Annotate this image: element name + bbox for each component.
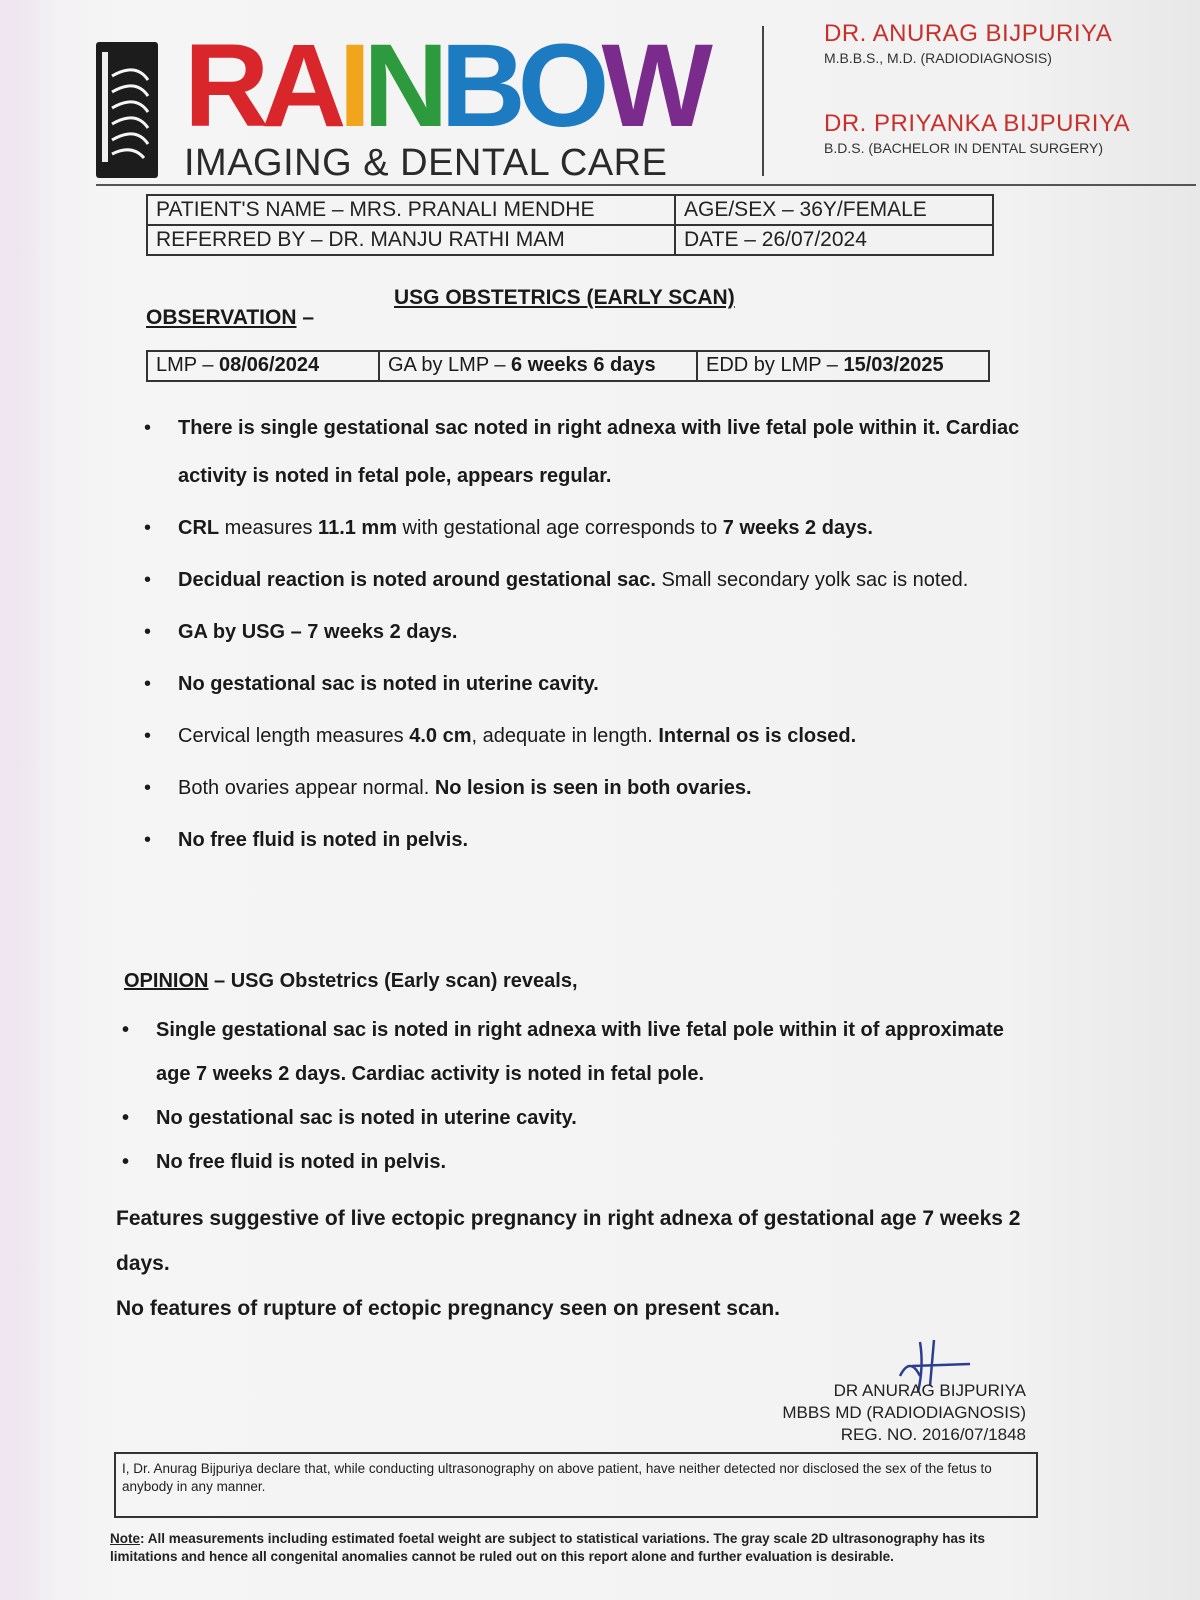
brand-tagline: IMAGING & DENTAL CARE xyxy=(184,142,668,184)
observation-text: No gestational sac is noted in uterine cavity. xyxy=(178,673,599,695)
ribcage-logo-icon xyxy=(96,42,158,178)
brand-wordmark xyxy=(184,20,705,152)
registration-number: REG. NO. 2016/07/1848 xyxy=(840,1425,1026,1444)
observation-text: Internal os is closed. xyxy=(658,725,857,747)
ga-lmp-cell xyxy=(380,352,698,380)
doctor1-qualification: M.B.B.S., M.D. (RADIODIAGNOSIS) xyxy=(824,50,1052,66)
observation-text: CRL xyxy=(178,517,220,539)
observation-text: 4.0 cm xyxy=(409,725,472,747)
observation-list xyxy=(142,404,1022,868)
conclusion-line: No features of rupture of ectopic pregnancy seen on present scan. xyxy=(116,1297,780,1320)
list-item: • Single gestational sac is noted in right adnexa with live fetal pole within it of approximate age 7 weeks 2 days. Cardiac activity is noted in fetal pole. xyxy=(120,1008,1020,1096)
opinion-intro: – USG Obstetrics (Early scan) reveals, xyxy=(208,970,578,992)
observation-label: OBSERVATION xyxy=(146,306,297,329)
conclusion xyxy=(116,1196,1026,1331)
lmp-cell xyxy=(148,352,380,380)
dates-table xyxy=(146,350,990,382)
conclusion-line: Features suggestive of live ectopic pregnancy in right adnexa of gestational age 7 weeks 2 days. xyxy=(116,1207,1021,1275)
list-item: • No gestational sac is noted in uterine cavity. xyxy=(120,1096,1020,1140)
list-item xyxy=(142,404,1022,500)
page-edge-shadow xyxy=(0,0,60,1600)
note-label: Note xyxy=(110,1531,140,1546)
observation-text: GA by USG – 7 weeks 2 days. xyxy=(178,621,458,643)
list-item xyxy=(142,556,1022,604)
ga-lmp-label: GA by LMP – xyxy=(388,354,512,376)
patient-age-sex: AGE/SEX – 36Y/FEMALE xyxy=(676,196,992,226)
doctor2-qualification: B.D.S. (BACHELOR IN DENTAL SURGERY) xyxy=(824,140,1104,156)
observation-text: with gestational age corresponds to xyxy=(397,517,723,539)
edd-cell xyxy=(698,352,988,380)
rainbow-logo-text xyxy=(184,20,705,152)
report-title: USG OBSTETRICS (EARLY SCAN) xyxy=(394,286,735,309)
observation-text: No lesion is seen in both ovaries. xyxy=(434,777,752,799)
observation-text: No free fluid is noted in pelvis. xyxy=(178,829,469,851)
list-item xyxy=(142,660,1022,708)
observation-dash: – xyxy=(296,306,315,329)
svg-text:RAINBOW: RAINBOW xyxy=(184,20,705,152)
observation-text: measures xyxy=(219,517,319,539)
observation-text: Both ovaries appear normal. xyxy=(178,777,435,799)
referred-by: REFERRED BY – DR. MANJU RATHI MAM xyxy=(148,226,676,254)
note-text: : All measurements including estimated foetal weight are subject to statistical variations. The gray scale 2D ultrasonography has its limitations and hence all congenital anomalies cannot be ruled out on this report alone and further evaluation is desirable. xyxy=(110,1531,985,1564)
list-item xyxy=(142,712,1022,760)
list-item xyxy=(142,764,1022,812)
ga-lmp-value: 6 weeks 6 days xyxy=(511,354,656,376)
patient-name: PATIENT'S NAME – MRS. PRANALI MENDHE xyxy=(148,196,676,226)
list-item xyxy=(142,816,1022,864)
list-item xyxy=(142,608,1022,656)
patient-details-table xyxy=(146,194,994,256)
list-item xyxy=(142,504,1022,552)
header-rule xyxy=(96,184,1196,186)
signature-block xyxy=(782,1380,1026,1446)
observation-text: , adequate in length. xyxy=(471,725,659,747)
doctor2-name: DR. PRIYANKA BIJPURIYA xyxy=(824,110,1131,137)
signatory-qualification: MBBS MD (RADIODIAGNOSIS) xyxy=(782,1403,1026,1422)
doctor1-name: DR. ANURAG BIJPURIYA xyxy=(824,20,1113,47)
opinion-list xyxy=(120,1008,1020,1184)
opinion-label: OPINION xyxy=(124,970,209,992)
edd-value: 15/03/2025 xyxy=(843,354,944,376)
signatory-name: DR ANURAG BIJPURIYA xyxy=(833,1381,1026,1400)
observation-text: Small secondary yolk sac is noted. xyxy=(655,569,969,591)
observation-text: There is single gestational sac noted in right adnexa with live fetal pole within it. Cardiac activity is noted in fetal pole, appears regular. xyxy=(178,417,1020,487)
opinion-heading xyxy=(124,970,578,993)
declaration-box: I, Dr. Anurag Bijpuriya declare that, while conducting ultrasonography on above patient, have neither detected nor disclosed the sex of the fetus to anybody in any manner. xyxy=(114,1452,1038,1518)
observation-text: Decidual reaction is noted around gestational sac. xyxy=(178,569,656,591)
list-item: • No free fluid is noted in pelvis. xyxy=(120,1140,1020,1184)
observation-text: 7 weeks 2 days. xyxy=(722,517,873,539)
observation-heading xyxy=(146,306,314,330)
header-divider xyxy=(762,26,764,176)
observation-text: Cervical length measures xyxy=(178,725,410,747)
observation-text: 11.1 mm xyxy=(318,517,397,539)
disclaimer-note xyxy=(110,1530,1040,1566)
lmp-value: 08/06/2024 xyxy=(219,354,320,376)
edd-label: EDD by LMP – xyxy=(706,354,844,376)
lmp-label: LMP – xyxy=(156,354,219,376)
report-date: DATE – 26/07/2024 xyxy=(684,228,867,251)
